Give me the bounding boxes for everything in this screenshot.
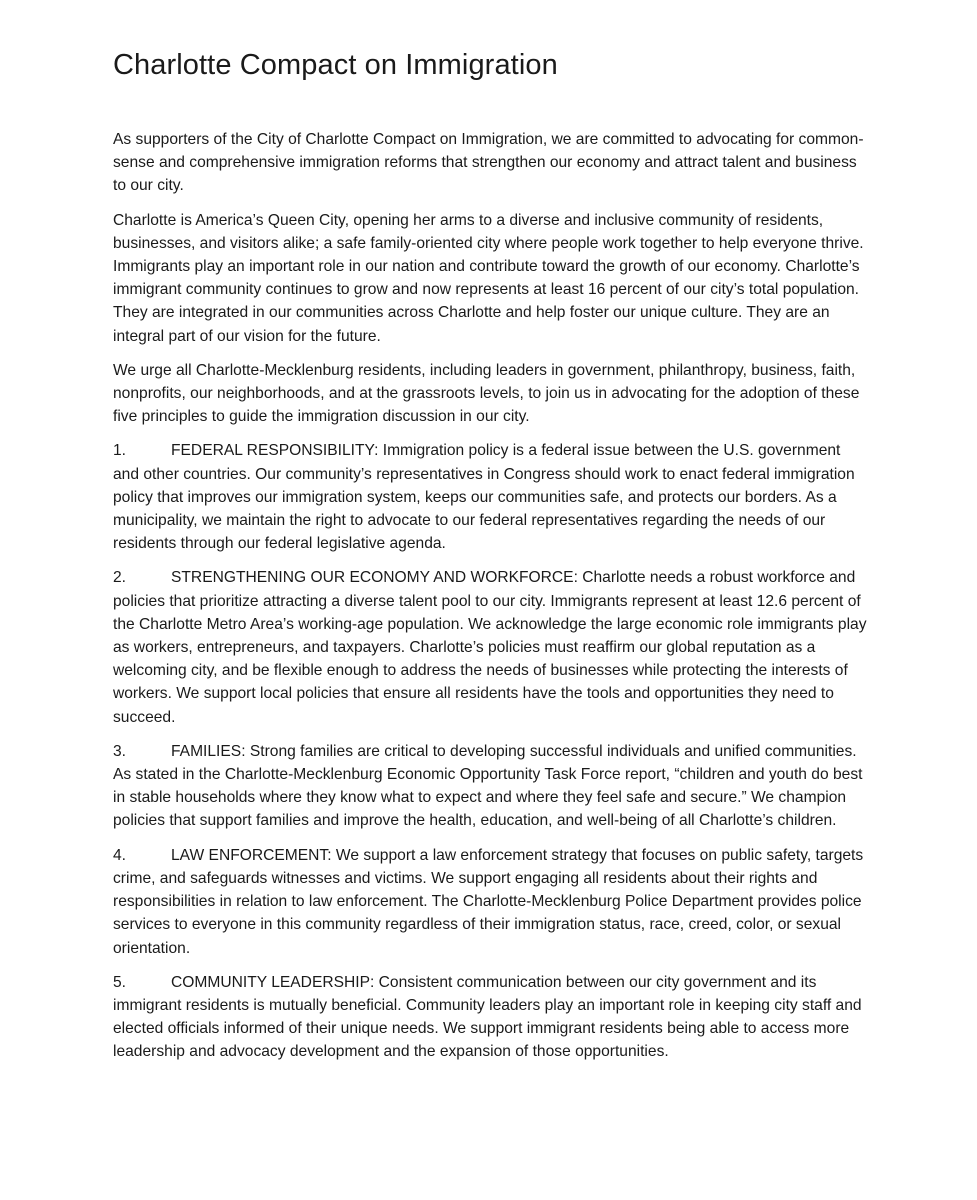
principle-families	[113, 740, 869, 833]
principle-number: 3.	[113, 742, 127, 760]
community-paragraph: Charlotte is America’s Queen City, opening her arms to a diverse and inclusive community of residents, businesses, and visitors alike; a safe family-oriented city where people work together to help everyone thrive. Immigrants play an important role in our nation and contribute toward the growth of our economy. Charlotte’s immigrant community continues to grow and now represents at least 16 percent of our city’s total population. They are integrated in our communities across Charlotte and help foster our unique culture. They are an integral part of our vision for the future.	[113, 211, 864, 345]
principle-text: FAMILIES: Strong families are critical to developing successful individuals and unified communities. As stated in the Charlotte-Mecklenburg Economic Opportunity Task Force report, “children and youth do best in stable households where they know what to expect and where they feel safe and secure.” We champion policies that support families and improve the health, education, and well-being of all Charlotte’s children.	[113, 742, 863, 830]
principle-text: STRENGTHENING OUR ECONOMY AND WORKFORCE: Charlotte needs a robust workforce and policies that prioritize attracting a diverse talent pool to our city. Immigrants represent at least 12.6 percent of the Charlotte Metro Area’s working-age population. We acknowledge the large economic role immigrants play as workers, entrepreneurs, and taxpayers. Charlotte’s policies must reaffirm our global reputation as a welcoming city, and be flexible enough to address the needs of businesses while protecting the interests of workers. We support local policies that ensure all residents have the tools and opportunities they need to succeed.	[113, 569, 867, 726]
call-to-action-paragraph: We urge all Charlotte-Mecklenburg residents, including leaders in government, philanthropy, business, faith, nonprofits, our neighborhoods, and at the grassroots levels, to join us in advocating for the adoption of these five principles to guide the immigration discussion in our city.	[113, 361, 860, 426]
principle-number: 4.	[113, 846, 127, 864]
principle-text: LAW ENFORCEMENT: We support a law enforcement strategy that focuses on public safety, targets crime, and safeguards witnesses and victims. We support engaging all residents about their rights and responsibilities in relation to law enforcement. The Charlotte-Mecklenburg Police Department provides police services to everyone in this community regardless of their immigration status, race, creed, color, or sexual orientation.	[113, 846, 864, 957]
principle-number: 5.	[113, 973, 127, 991]
principle-law-enforcement	[113, 844, 869, 960]
principle-federal-responsibility	[113, 439, 869, 555]
principle-number: 1.	[113, 442, 127, 460]
principle-number: 2.	[113, 569, 127, 587]
principle-text: COMMUNITY LEADERSHIP: Consistent communication between our city government and its immigrant residents is mutually beneficial. Community leaders play an important role in keeping city staff and elected officials informed of their unique needs. We support immigrant residents being able to access more leadership and advocacy development and the expansion of those opportunities.	[113, 973, 862, 1061]
intro-paragraph: As supporters of the City of Charlotte Compact on Immigration, we are committed to advocating for common-sense and comprehensive immigration reforms that strengthen our economy and attract talent and business to our city.	[113, 131, 864, 195]
principle-community-leadership	[113, 971, 869, 1064]
page-title: Charlotte Compact on Immigration	[113, 49, 558, 81]
document-page	[113, 46, 869, 1075]
principle-text: FEDERAL RESPONSIBILITY: Immigration policy is a federal issue between the U.S. government and other countries. Our community’s representatives in Congress should work to enact federal immigration policy that improves our immigration system, keeps our communities safe, and protects our borders. As a municipality, we maintain the right to advocate to our federal representatives regarding the needs of our residents through our federal legislative agenda.	[113, 442, 855, 553]
principle-economy-workforce	[113, 566, 869, 728]
